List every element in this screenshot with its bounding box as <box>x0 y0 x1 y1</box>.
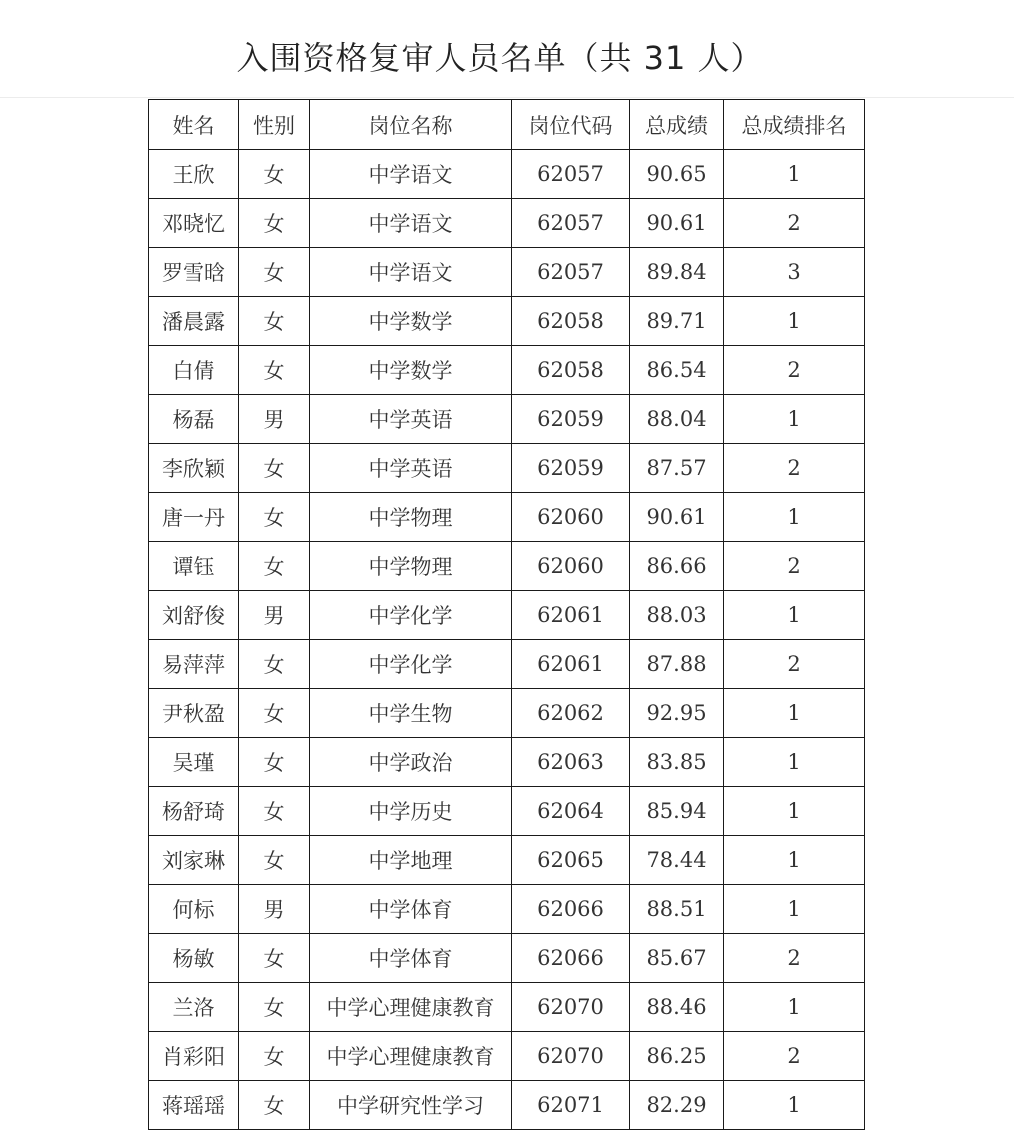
cell-score-rank: 2 <box>724 934 865 983</box>
cell-post-code: 62070 <box>512 1032 630 1081</box>
cell-post-code: 62065 <box>512 836 630 885</box>
table-row <box>149 150 865 199</box>
cell-total-score: 87.57 <box>630 444 724 493</box>
cell-score-rank: 1 <box>724 885 865 934</box>
cell-post-name: 中学生物 <box>310 689 512 738</box>
cell-score-rank: 1 <box>724 689 865 738</box>
cell-total-score: 88.51 <box>630 885 724 934</box>
cell-post-name: 中学政治 <box>310 738 512 787</box>
cell-name: 易萍萍 <box>149 640 239 689</box>
table-row <box>149 934 865 983</box>
cell-gender: 女 <box>239 1081 310 1130</box>
cell-post-code: 62059 <box>512 444 630 493</box>
cell-gender: 女 <box>239 738 310 787</box>
cell-score-rank: 2 <box>724 542 865 591</box>
table-row <box>149 787 865 836</box>
table-row <box>149 836 865 885</box>
cell-name: 吴瑾 <box>149 738 239 787</box>
cell-post-name: 中学物理 <box>310 493 512 542</box>
cell-name: 何标 <box>149 885 239 934</box>
table-row <box>149 395 865 444</box>
cell-gender: 女 <box>239 934 310 983</box>
cell-total-score: 88.03 <box>630 591 724 640</box>
cell-total-score: 86.54 <box>630 346 724 395</box>
table-row <box>149 199 865 248</box>
cell-total-score: 88.04 <box>630 395 724 444</box>
table-row <box>149 738 865 787</box>
header-score-rank: 总成绩排名 <box>724 100 865 150</box>
cell-total-score: 85.94 <box>630 787 724 836</box>
cell-post-code: 62057 <box>512 248 630 297</box>
cell-total-score: 82.29 <box>630 1081 724 1130</box>
cell-total-score: 92.95 <box>630 689 724 738</box>
cell-post-name: 中学物理 <box>310 542 512 591</box>
cell-post-name: 中学英语 <box>310 395 512 444</box>
cell-post-code: 62058 <box>512 297 630 346</box>
cell-post-name: 中学体育 <box>310 934 512 983</box>
cell-post-name: 中学语文 <box>310 248 512 297</box>
cell-post-name: 中学体育 <box>310 885 512 934</box>
cell-score-rank: 2 <box>724 346 865 395</box>
cell-post-code: 62061 <box>512 640 630 689</box>
cell-name: 兰洛 <box>149 983 239 1032</box>
cell-total-score: 78.44 <box>630 836 724 885</box>
cell-name: 李欣颖 <box>149 444 239 493</box>
cell-total-score: 90.61 <box>630 493 724 542</box>
cell-total-score: 89.84 <box>630 248 724 297</box>
table-row <box>149 542 865 591</box>
cell-post-code: 62058 <box>512 346 630 395</box>
cell-score-rank: 1 <box>724 983 865 1032</box>
cell-score-rank: 1 <box>724 395 865 444</box>
cell-post-name: 中学语文 <box>310 150 512 199</box>
cell-gender: 女 <box>239 836 310 885</box>
table-row <box>149 493 865 542</box>
cell-post-name: 中学心理健康教育 <box>310 1032 512 1081</box>
cell-score-rank: 3 <box>724 248 865 297</box>
cell-post-code: 62061 <box>512 591 630 640</box>
cell-post-name: 中学地理 <box>310 836 512 885</box>
cell-total-score: 89.71 <box>630 297 724 346</box>
cell-name: 谭钰 <box>149 542 239 591</box>
table-row <box>149 689 865 738</box>
table-header-row <box>149 100 865 150</box>
cell-post-code: 62064 <box>512 787 630 836</box>
table-row <box>149 444 865 493</box>
cell-gender: 女 <box>239 248 310 297</box>
cell-name: 肖彩阳 <box>149 1032 239 1081</box>
cell-post-code: 62057 <box>512 150 630 199</box>
cell-total-score: 87.88 <box>630 640 724 689</box>
cell-name: 邓晓忆 <box>149 199 239 248</box>
cell-name: 刘舒俊 <box>149 591 239 640</box>
cell-name: 潘晨露 <box>149 297 239 346</box>
cell-gender: 女 <box>239 150 310 199</box>
cell-score-rank: 2 <box>724 199 865 248</box>
cell-post-name: 中学语文 <box>310 199 512 248</box>
cell-total-score: 86.25 <box>630 1032 724 1081</box>
header-total-score: 总成绩 <box>630 100 724 150</box>
header-name: 姓名 <box>149 100 239 150</box>
cell-gender: 女 <box>239 297 310 346</box>
cell-gender: 女 <box>239 542 310 591</box>
cell-score-rank: 1 <box>724 1081 865 1130</box>
cell-post-code: 62060 <box>512 493 630 542</box>
table-row <box>149 1081 865 1130</box>
table-row <box>149 297 865 346</box>
cell-post-name: 中学化学 <box>310 591 512 640</box>
cell-name: 白倩 <box>149 346 239 395</box>
cell-total-score: 83.85 <box>630 738 724 787</box>
cell-post-code: 62066 <box>512 934 630 983</box>
cell-score-rank: 1 <box>724 297 865 346</box>
cell-post-name: 中学历史 <box>310 787 512 836</box>
cell-total-score: 86.66 <box>630 542 724 591</box>
cell-post-name: 中学英语 <box>310 444 512 493</box>
cell-post-code: 62063 <box>512 738 630 787</box>
cell-score-rank: 2 <box>724 444 865 493</box>
cell-gender: 女 <box>239 346 310 395</box>
header-post-code: 岗位代码 <box>512 100 630 150</box>
cell-name: 王欣 <box>149 150 239 199</box>
cell-gender: 女 <box>239 689 310 738</box>
cell-post-code: 62060 <box>512 542 630 591</box>
cell-gender: 女 <box>239 640 310 689</box>
cell-post-code: 62070 <box>512 983 630 1032</box>
cell-score-rank: 1 <box>724 591 865 640</box>
cell-gender: 女 <box>239 199 310 248</box>
cell-score-rank: 1 <box>724 787 865 836</box>
cell-name: 唐一丹 <box>149 493 239 542</box>
cell-gender: 女 <box>239 444 310 493</box>
cell-name: 尹秋盈 <box>149 689 239 738</box>
cell-total-score: 88.46 <box>630 983 724 1032</box>
cell-gender: 女 <box>239 983 310 1032</box>
table-row <box>149 1032 865 1081</box>
cell-gender: 女 <box>239 787 310 836</box>
cell-name: 罗雪晗 <box>149 248 239 297</box>
table-body <box>149 150 865 1130</box>
cell-gender: 男 <box>239 885 310 934</box>
header-gender: 性别 <box>239 100 310 150</box>
cell-post-code: 62059 <box>512 395 630 444</box>
cell-post-code: 62057 <box>512 199 630 248</box>
cell-score-rank: 1 <box>724 836 865 885</box>
page-title: 入围资格复审人员名单（共 31 人） <box>236 39 764 77</box>
cell-post-name: 中学化学 <box>310 640 512 689</box>
cell-name: 杨敏 <box>149 934 239 983</box>
table-row <box>149 640 865 689</box>
cell-name: 杨磊 <box>149 395 239 444</box>
cell-post-name: 中学心理健康教育 <box>310 983 512 1032</box>
cell-post-name: 中学研究性学习 <box>310 1081 512 1130</box>
cell-name: 刘家琳 <box>149 836 239 885</box>
cell-gender: 男 <box>239 591 310 640</box>
cell-gender: 男 <box>239 395 310 444</box>
cell-post-code: 62062 <box>512 689 630 738</box>
cell-post-name: 中学数学 <box>310 346 512 395</box>
cell-score-rank: 2 <box>724 1032 865 1081</box>
cell-score-rank: 1 <box>724 738 865 787</box>
table-row <box>149 983 865 1032</box>
header-post-name: 岗位名称 <box>310 100 512 150</box>
table-row <box>149 248 865 297</box>
page-header <box>0 0 1014 98</box>
cell-total-score: 85.67 <box>630 934 724 983</box>
table-row <box>149 591 865 640</box>
cell-name: 蒋瑶瑶 <box>149 1081 239 1130</box>
cell-post-name: 中学数学 <box>310 297 512 346</box>
cell-score-rank: 1 <box>724 150 865 199</box>
cell-post-code: 62066 <box>512 885 630 934</box>
table-row <box>149 346 865 395</box>
cell-score-rank: 1 <box>724 493 865 542</box>
cell-name: 杨舒琦 <box>149 787 239 836</box>
cell-total-score: 90.61 <box>630 199 724 248</box>
candidate-table <box>148 99 865 1130</box>
cell-gender: 女 <box>239 493 310 542</box>
cell-post-code: 62071 <box>512 1081 630 1130</box>
table-row <box>149 885 865 934</box>
cell-total-score: 90.65 <box>630 150 724 199</box>
cell-gender: 女 <box>239 1032 310 1081</box>
cell-score-rank: 2 <box>724 640 865 689</box>
